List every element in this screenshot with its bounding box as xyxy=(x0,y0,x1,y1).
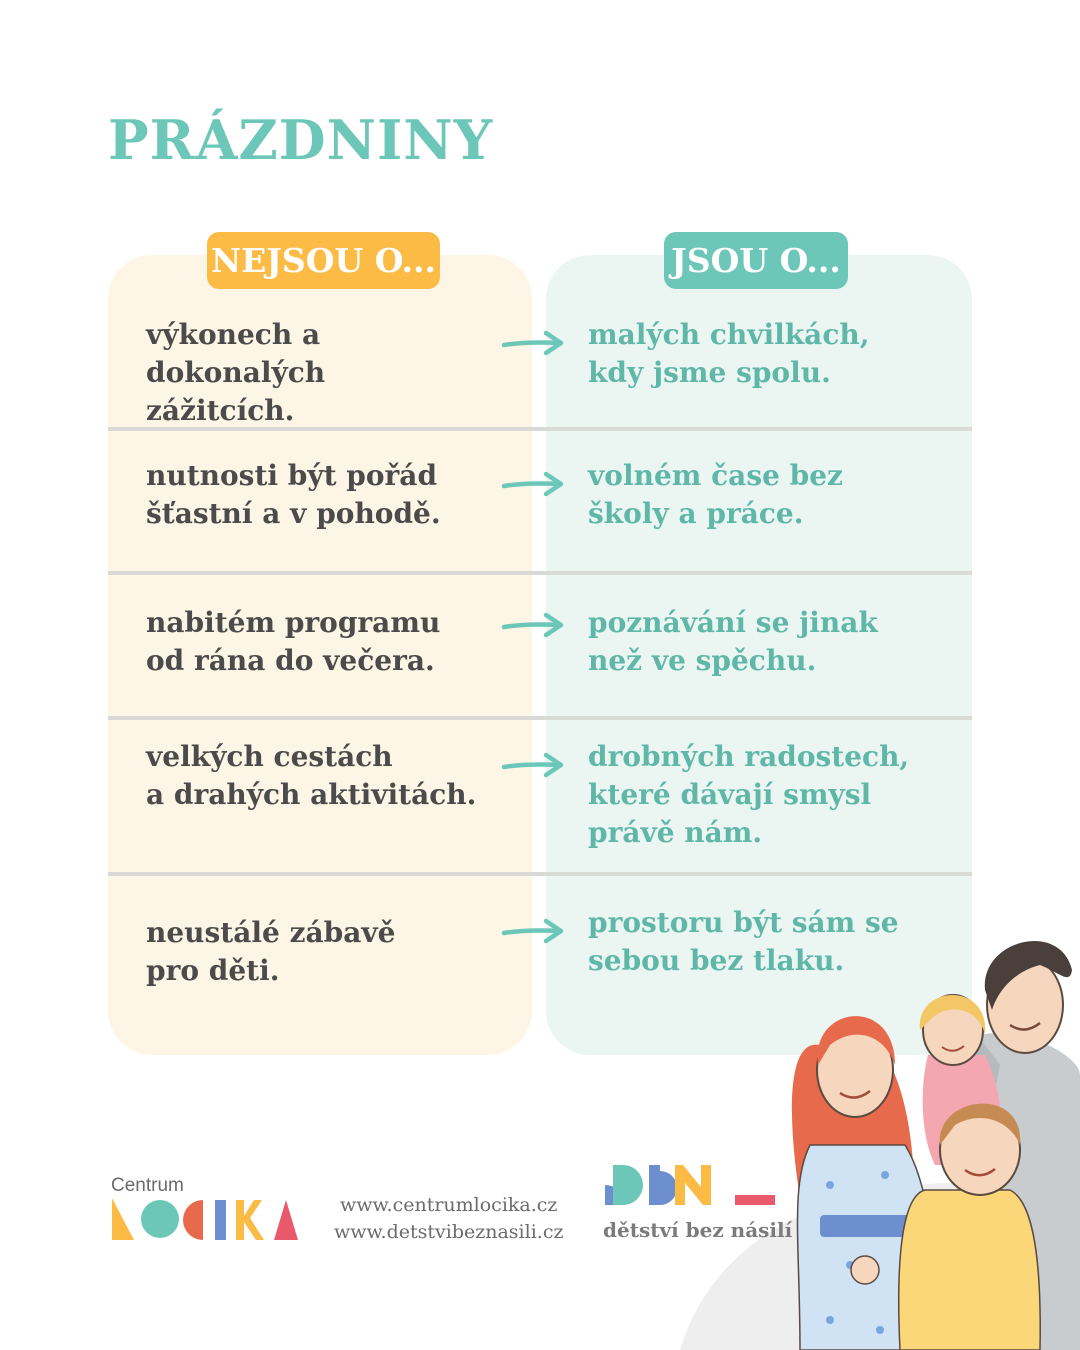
row-4-not-about: velkých cestách a drahých aktivitách. xyxy=(146,740,477,811)
locika-logo xyxy=(110,1198,298,1242)
dbn-caption: dětství bez násilí xyxy=(603,1218,793,1242)
website-url-locika[interactable]: www.centrumlocika.cz xyxy=(340,1194,558,1216)
arrow-right-icon xyxy=(500,916,566,946)
right-column-header: JSOU O... xyxy=(664,232,848,289)
centrum-label: Centrum xyxy=(111,1175,184,1196)
boy-figure xyxy=(899,1104,1040,1350)
row-divider xyxy=(108,716,972,720)
arrow-right-icon xyxy=(500,610,566,640)
row-divider xyxy=(108,571,972,575)
row-2-about: volném čase bez školy a práce. xyxy=(588,459,843,530)
arrow-right-icon xyxy=(500,328,566,358)
website-url-dbn[interactable]: www.detstvibeznasili.cz xyxy=(334,1221,564,1243)
row-3-about: poznávání se jinak než ve spěchu. xyxy=(588,606,878,677)
row-5-about: prostoru být sám se sebou bez tlaku. xyxy=(588,906,899,977)
arrow-right-icon xyxy=(500,750,566,780)
row-1-about: malých chvilkách, kdy jsme spolu. xyxy=(588,318,870,389)
row-3-not-about: nabitém programu od rána do večera. xyxy=(146,606,441,677)
row-2-not-about: nutnosti být pořád šťastní a v pohodě. xyxy=(146,459,441,530)
row-4-about: drobných radostech, které dávají smysl právě nám. xyxy=(588,740,910,849)
row-5-not-about: neustálé zábavě pro děti. xyxy=(146,916,396,987)
row-divider xyxy=(108,872,972,876)
row-1-not-about: výkonech a dokonalých zážitcích. xyxy=(146,318,326,427)
family-illustration xyxy=(680,915,1080,1350)
arrow-right-icon xyxy=(500,469,566,499)
left-column-header: NEJSOU O... xyxy=(207,232,440,289)
page-title: PRÁZDNINY xyxy=(108,108,494,172)
dbn-logo xyxy=(603,1163,775,1207)
